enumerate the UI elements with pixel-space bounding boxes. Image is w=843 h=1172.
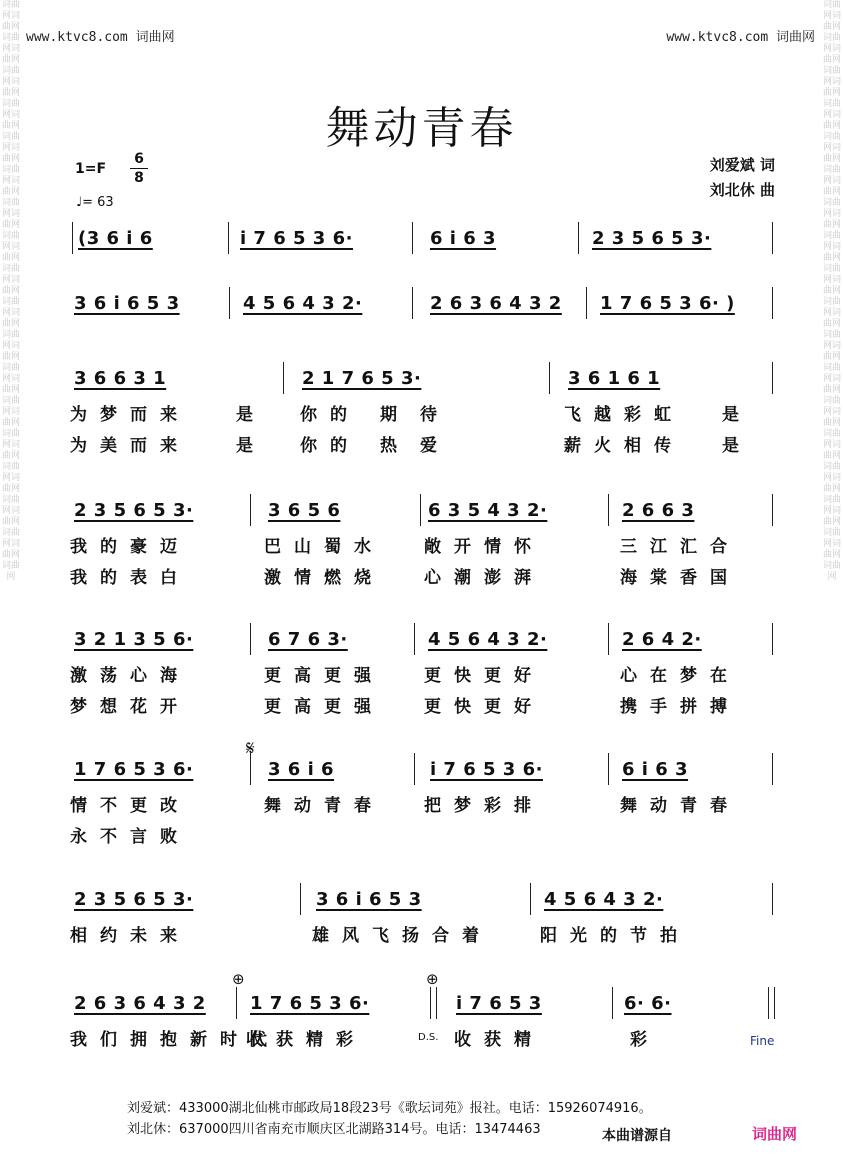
lyric-text: 阳光的节拍 — [540, 926, 690, 946]
lyric-text: 激荡心海 — [70, 666, 190, 686]
barline — [430, 987, 431, 1019]
barline — [772, 883, 773, 915]
composer-credit: 刘北休 曲 — [709, 181, 775, 199]
lyric-text: 是 — [236, 405, 266, 425]
meter-bottom: 8 — [134, 170, 144, 186]
barline — [772, 753, 773, 785]
lyric-text: 待 — [420, 405, 450, 425]
lyric-text: 情不更改 — [70, 796, 190, 816]
barline — [774, 987, 775, 1019]
lyric-text: 更高更强 — [264, 697, 384, 717]
side-watermark-right: 词曲网词曲网词曲网词曲网词曲网词曲网词曲网词曲网词曲网词曲网词曲网词曲网词曲网词曲网词曲网词曲网词曲网词曲网词曲网词曲网词曲网词曲网词曲网词曲网词曲网词曲网词曲网词曲网词曲网词曲网词曲网词曲网词曲网词曲网词曲网 — [823, 0, 841, 582]
barline — [768, 987, 769, 1019]
barline — [586, 287, 587, 319]
measure-notes: i 7 6 5 3 — [456, 993, 542, 1014]
lyricist-credit: 刘爱斌 词 — [709, 156, 775, 174]
measure-notes: 1 7 6 5 3 6· — [74, 759, 194, 780]
lyric-text: 海棠香国 — [620, 568, 740, 588]
lyric-text: 彩 — [630, 1030, 660, 1050]
barline — [236, 987, 237, 1019]
lyric-text: 更快更好 — [424, 697, 544, 717]
lyric-text: 心在梦在 — [620, 666, 740, 686]
lyric-text: 永不言败 — [70, 827, 190, 847]
contact-line-2: 刘北休：637000四川省南充市顺庆区北湖路314号。电话：13474463 — [127, 1122, 541, 1137]
meter-top: 6 — [134, 151, 144, 167]
barline — [420, 494, 421, 526]
measure-notes: 6· 6· — [624, 993, 672, 1014]
barline — [412, 287, 413, 319]
lyric-text: 热 — [380, 436, 410, 456]
measure-notes: 3 2 1 3 5 6· — [74, 629, 194, 650]
measure-notes: 2 3 5 6 5 3· — [74, 500, 194, 521]
barline — [772, 494, 773, 526]
lyric-text: 飞越彩虹 — [564, 405, 684, 425]
lyric-text: 收获精彩 — [246, 1030, 366, 1050]
measure-notes: i 7 6 5 3 6· — [240, 228, 353, 249]
lyric-text: 三江汇合 — [620, 537, 740, 557]
measure-notes: 2 6 4 2· — [622, 629, 702, 650]
lyric-text: 期 — [380, 405, 410, 425]
fine-mark: Fine — [750, 1034, 775, 1048]
barline — [72, 222, 73, 254]
barline — [300, 883, 301, 915]
barline — [608, 494, 609, 526]
measure-notes: 3 6 i 6 5 3 — [316, 889, 422, 910]
measure-notes: 4 5 6 4 3 2· — [428, 629, 548, 650]
barline — [612, 987, 613, 1019]
lyric-text: 把梦彩排 — [424, 796, 544, 816]
lyric-text: 巴山蜀水 — [264, 537, 384, 557]
contact-info — [127, 1098, 652, 1140]
barline — [772, 362, 773, 394]
barline — [436, 987, 437, 1019]
lyric-text: 收获精 — [454, 1030, 544, 1050]
contact-line-1: 刘爱斌：433000湖北仙桃市邮政局18段23号《歌坛词苑》报社。电话：15926074916。 — [127, 1101, 652, 1116]
lyric-text: 更高更强 — [264, 666, 384, 686]
measure-notes: 6 i 6 3 — [430, 228, 497, 249]
lyric-text: 我们拥抱新时代 — [70, 1030, 280, 1050]
song-title: 舞动青春 — [325, 103, 518, 154]
key-signature: 1=F — [75, 161, 107, 177]
measure-notes: 2 6 3 6 4 3 2 — [430, 293, 562, 314]
barline — [412, 222, 413, 254]
measure-notes: (3 6 i 6 — [78, 228, 153, 249]
barline — [772, 222, 773, 254]
measure-notes: 3 6 i 6 5 3 — [74, 293, 180, 314]
barline — [608, 623, 609, 655]
lyric-text: 我的表白 — [70, 568, 190, 588]
barline — [608, 753, 609, 785]
measure-notes: 2 3 5 6 5 3· — [74, 889, 194, 910]
barline — [772, 287, 773, 319]
lyric-text: 为美而来 — [70, 436, 190, 456]
barline — [530, 883, 531, 915]
measure-notes: 6 3 5 4 3 2· — [428, 500, 548, 521]
lyric-text: 是 — [722, 405, 752, 425]
barline — [414, 753, 415, 785]
lyric-text: 舞动青春 — [264, 796, 384, 816]
barline — [250, 494, 251, 526]
measure-notes: 4 5 6 4 3 2· — [243, 293, 363, 314]
credits — [710, 153, 775, 203]
coda-mark-2: ⊕ — [426, 970, 439, 988]
source-label: 本曲谱源自 — [602, 1125, 672, 1145]
measure-notes: 1 7 6 5 3 6· ) — [600, 293, 735, 314]
tempo-marking: ♩= 63 — [76, 195, 114, 210]
measure-notes: 2 6 3 6 4 3 2 — [74, 993, 206, 1014]
measure-notes: 6 7 6 3· — [268, 629, 348, 650]
measure-notes: 3 6 6 3 1 — [74, 368, 167, 389]
lyric-text: 激情燃烧 — [264, 568, 384, 588]
side-watermark-left: 词曲网词曲网词曲网词曲网词曲网词曲网词曲网词曲网词曲网词曲网词曲网词曲网词曲网词曲网词曲网词曲网词曲网词曲网词曲网词曲网词曲网词曲网词曲网词曲网词曲网词曲网词曲网词曲网词曲网词曲网词曲网词曲网词曲网词曲网词曲网 — [2, 0, 20, 582]
measure-notes: 2 6 6 3 — [622, 500, 695, 521]
barline — [283, 362, 284, 394]
measure-notes: i 7 6 5 3 6· — [430, 759, 543, 780]
barline — [229, 287, 230, 319]
measure-notes: 4 5 6 4 3 2· — [544, 889, 664, 910]
lyric-text: 我的豪迈 — [70, 537, 190, 557]
measure-notes: 2 1 7 6 5 3· — [302, 368, 422, 389]
coda-mark-1: ⊕ — [232, 970, 245, 988]
time-signature — [130, 151, 148, 186]
barline — [578, 222, 579, 254]
lyric-text: 是 — [722, 436, 752, 456]
measure-notes: 2 3 5 6 5 3· — [592, 228, 712, 249]
ds-mark: D.S. — [418, 1032, 439, 1043]
lyric-text: 薪火相传 — [564, 436, 684, 456]
lyric-text: 更快更好 — [424, 666, 544, 686]
lyric-text: 敞开情怀 — [424, 537, 544, 557]
lyric-text: 相约未来 — [70, 926, 190, 946]
barline — [228, 222, 229, 254]
lyric-text: 舞动青春 — [620, 796, 740, 816]
brand-logo-text[interactable]: 词曲网 — [752, 1125, 798, 1143]
measure-notes: 1 7 6 5 3 6· — [250, 993, 370, 1014]
lyric-text: 梦想花开 — [70, 697, 190, 717]
lyric-text: 心潮澎湃 — [424, 568, 544, 588]
measure-notes: 6 i 6 3 — [622, 759, 689, 780]
barline — [250, 623, 251, 655]
segno-mark: 𝄋 — [246, 736, 255, 760]
measure-notes: 3 6 5 6 — [268, 500, 341, 521]
lyric-text: 为梦而来 — [70, 405, 190, 425]
measure-notes: 3 6 i 6 — [268, 759, 335, 780]
lyric-text: 你的 — [300, 436, 360, 456]
barline — [414, 623, 415, 655]
lyric-text: 携手拼搏 — [620, 697, 740, 717]
lyric-text: 雄风飞扬合着 — [312, 926, 492, 946]
lyric-text: 你的 — [300, 405, 360, 425]
site-url-right[interactable]: www.ktvc8.com 词曲网 — [666, 30, 815, 45]
barline — [772, 623, 773, 655]
barline — [549, 362, 550, 394]
measure-notes: 3 6 1 6 1 — [568, 368, 661, 389]
lyric-text: 是 — [236, 436, 266, 456]
lyric-text: 爱 — [420, 436, 450, 456]
site-url-left[interactable]: www.ktvc8.com 词曲网 — [26, 30, 175, 45]
